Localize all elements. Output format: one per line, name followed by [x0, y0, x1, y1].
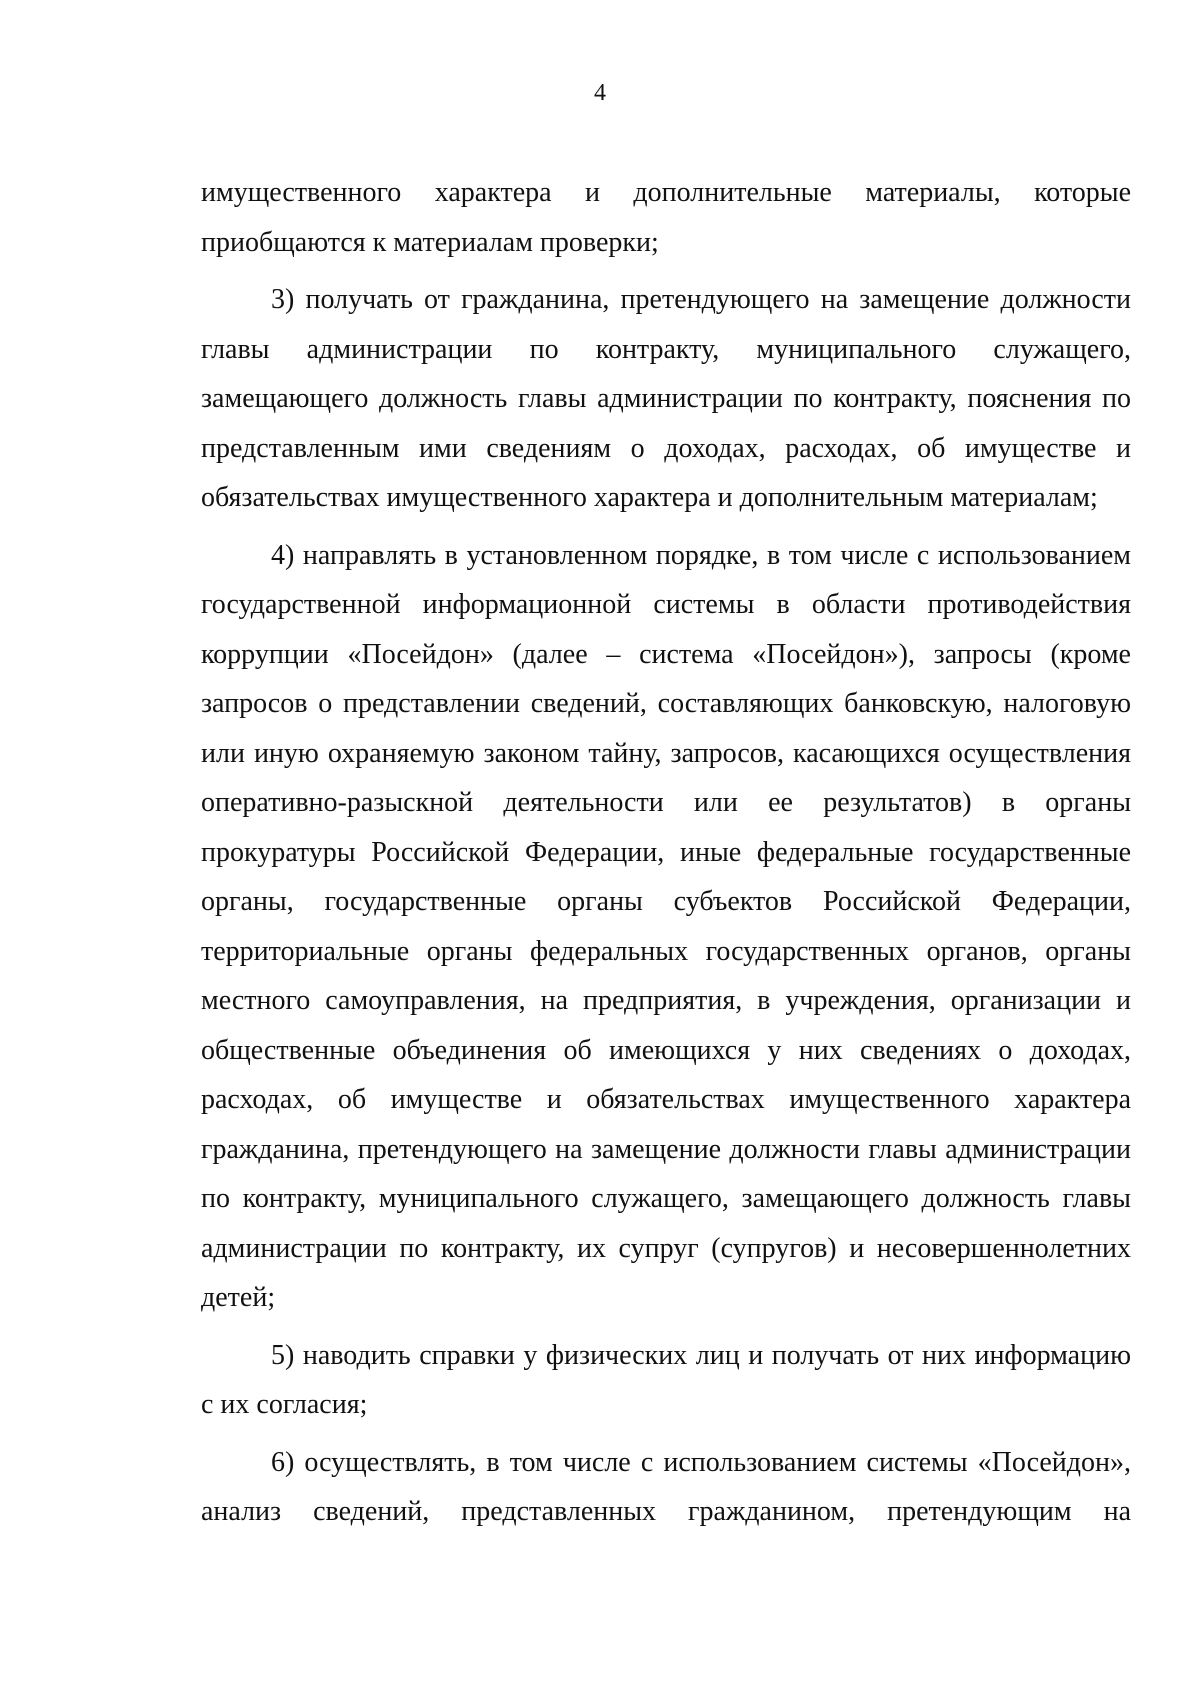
page-number: 4 [594, 80, 606, 106]
paragraph-continuation: имущественного характера и дополнительные материалы, которые приобщаются к материалам проверки; [201, 177, 1131, 258]
paragraph-item-4: 4) направлять в установленном порядке, в том числе с использованием государственной информационной системы в области противодействия коррупции «Посейдон» (далее – система «Посейдон»), запросы (кроме запросов о представлении сведений, составляющих банковскую, налоговую или иную охраняемую законом тайну, запросов, касающихся осуществления оперативно-разыскной деятельности или ее результатов) в органы прокуратуры Российской Федерации, иные федеральные государственные органы, государственные органы субъектов Российской Федерации, территориальные органы федеральных государственных органов, органы местного самоуправления, на предприятия, в учреждения, организации и общественные объединения об имеющихся у них сведениях о доходах, расходах, об имуществе и обязательствах имущественного характера гражданина, претендующего на замещение должности главы администрации по контракту, муниципального служащего, замещающего должность главы администрации по контракту, их супруг (супругов) и несовершеннолетних детей; [201, 539, 1131, 1313]
paragraph-item-6: 6) осуществлять, в том числе с использованием системы «Посейдон», анализ сведений, представленных гражданином, претендующим на [201, 1446, 1131, 1527]
paragraph-item-3: 3) получать от гражданина, претендующего на замещение должности главы администрации по контракту, муниципального служащего, замещающего должность главы администрации по контракту, пояснения по представленным ими сведениям о доходах, расходах, об имуществе и обязательствах имущественного характера и дополнительным материалам; [201, 284, 1131, 513]
document-body [201, 168, 1131, 1545]
paragraph-item-5: 5) наводить справки у физических лиц и получать от них информацию с их согласия; [201, 1339, 1131, 1420]
